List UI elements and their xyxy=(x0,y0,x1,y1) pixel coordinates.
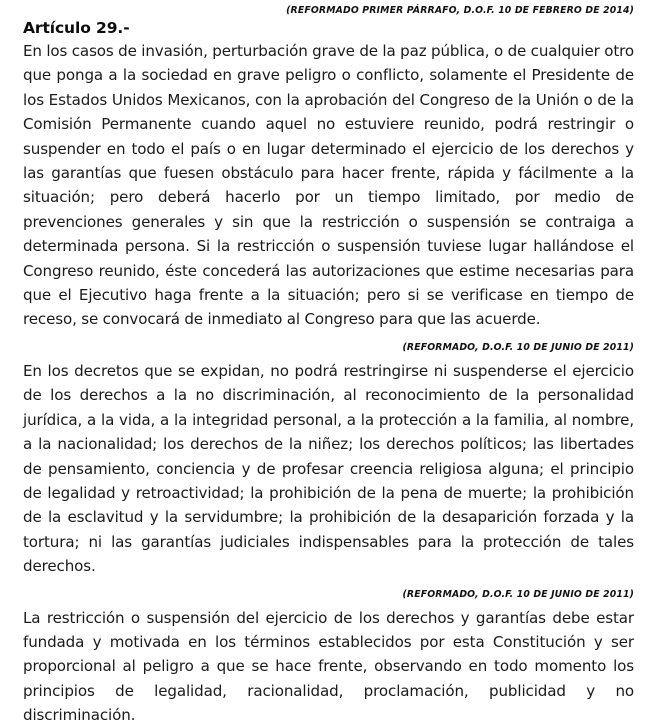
reform-note-second: (REFORMADO, D.O.F. 10 DE JUNIO DE 2011) xyxy=(402,341,634,353)
page-title: Artículo 29.- xyxy=(23,19,130,37)
paragraph-third: La restricción o suspensión del ejercicio de los derechos y garantías debe estar fundada y motivada en los términos establecidos por esta Constitución y ser proporcional al peligro a que se hace frente, observando en todo momento los principios de legalidad, racionalidad, proclamación, publicidad y no discriminación. xyxy=(23,608,634,725)
reform-note-first: (REFORMADO PRIMER PÁRRAFO, D.O.F. 10 DE FEBRERO DE 2014) xyxy=(286,5,634,16)
reform-note-third: (REFORMADO, D.O.F. 10 DE JUNIO DE 2011) xyxy=(402,588,634,600)
paragraph-first: En los casos de invasión, perturbación grave de la paz pública, o de cualquier otro que ponga a la sociedad en grave peligro o conflicto, solamente el Presidente de los Estados Unidos Mexicanos, con la aprobación del Congreso de la Unión o de la Comisión Permanente cuando aquel no estuviere reunido, podrá restringir o suspender en todo el país o en lugar determinado el ejercicio de los derechos y las garantías que fuesen obstáculo para hacer frente, rápida y fácilmente a la situación; pero deberá hacerlo por un tiempo limitado, por medio de prevenciones generales y sin que la restricción o suspensión se contraiga a determinada persona. Si la restricción o suspensión tuviese lugar hallándose el Congreso reunido, éste concederá las autorizaciones que estime necesarias para que el Ejecutivo haga frente a la situación; pero si se verificase en tiempo de receso, se convocará de inmediato al Congreso para que las acuerde. xyxy=(23,42,634,329)
paragraph-second: En los decretos que se expidan, no podrá restringirse ni suspenderse el ejercicio de los derechos a la no discriminación, al reconocimiento de la personalidad jurídica, a la vida, a la integridad personal, a la protección a la familia, al nombre, a la nacionalidad; los derechos de la niñez; los derechos políticos; las libertades de pensamiento, conciencia y de profesar creencia religiosa alguna; el principio de legalidad y retroactividad; la prohibición de la pena de muerte; la prohibición de la esclavitud y la servidumbre; la prohibición de la desaparición forzada y la tortura; ni las garantías judiciales indispensables para la protección de tales derechos. xyxy=(23,361,634,576)
